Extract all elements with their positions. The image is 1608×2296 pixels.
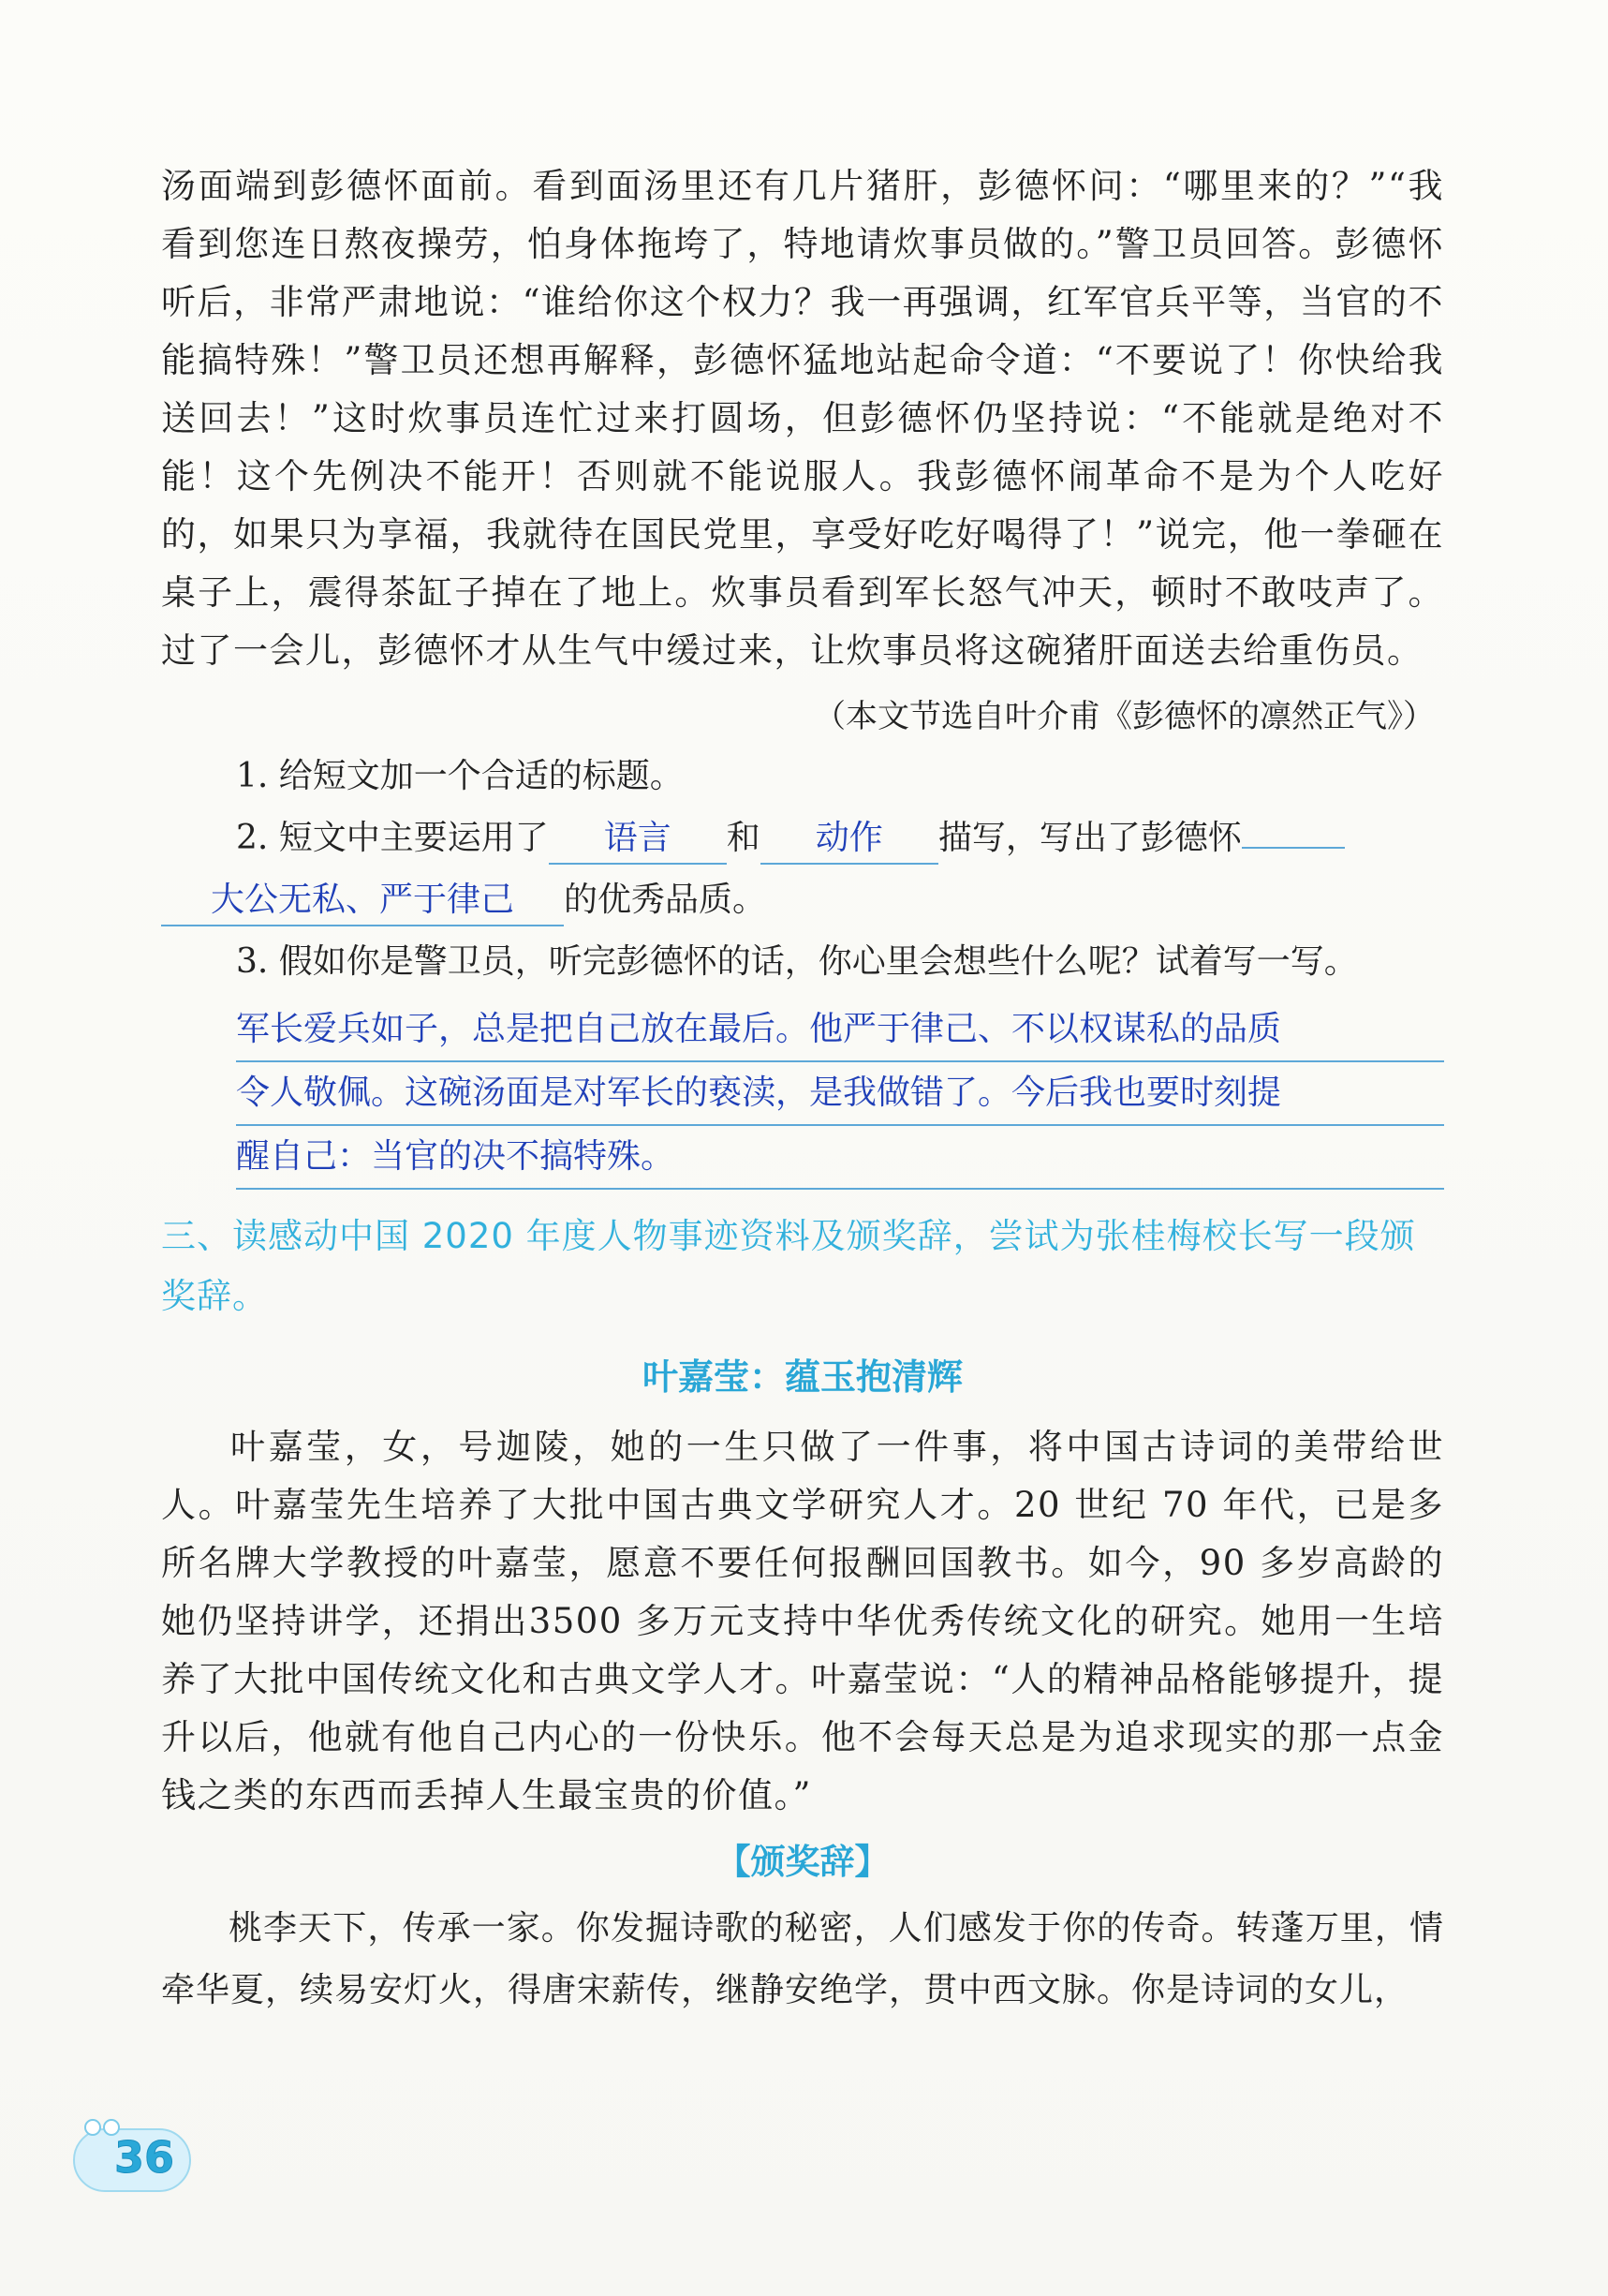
answer-blank-1[interactable]: 语言 — [549, 814, 727, 865]
question-2-after: 描写，写出了彭德怀 — [937, 819, 1242, 857]
answer-blank-3[interactable]: 大公无私、严于律己 — [161, 876, 564, 926]
question-2-prefix: 2. 短文中主要运用了 — [236, 819, 549, 857]
story-source: （本文节选自叶介甫《彭德怀的凛然正气》） — [814, 698, 1435, 735]
section-3-heading: 三、读感动中国 2020 年度人物事迹资料及颁奖辞，尝试为张桂梅校长写一段颁奖辞。 — [161, 1216, 1416, 1316]
question-2-suffix: 的优秀品质。 — [564, 881, 767, 919]
page-content — [161, 157, 1444, 2022]
answer-line[interactable]: 令人敬佩。这碗汤面是对军长的亵渎，是我做错了。今后我也要时刻提 — [236, 1062, 1444, 1126]
answer-line[interactable]: 军长爱兵如子，总是把自己放在最后。他严于律己、不以权谋私的品质 — [236, 999, 1444, 1062]
story-text: 汤面端到彭德怀面前。看到面汤里还有几片猪肝，彭德怀问：“哪里来的？”“我看到您连日熬夜操劳，怕身体拖垮了，特地请炊事员做的。”警卫员回答。彭德怀听后，非常严肃地说：“谁给你这个权力？我一再强调，红军官兵平等，当官的不能搞特殊！”警卫员还想再解释，彭德怀猛地站起命令道：“不要说了！你快给我送回去！”这时炊事员连忙过来打圆场，但彭德怀仍坚持说：“不能就是绝对不能！这个先例决不能开！否则就不能说服人。我彭德怀闹革命不是为个人吃好的，如果只为享福，我就待在国民党里，享受好吃好喝得了！”说完，他一拳砸在桌子上，震得茶缸子掉在了地上。炊事员看到军长怒气冲天，顿时不敢吱声了。过了一会儿，彭德怀才从生气中缓过来，让炊事员将这碗猪肝面送去给重伤员。 — [161, 166, 1444, 671]
page-number-badge — [73, 2119, 195, 2194]
section-3-subtitle: 叶嘉莹：蕴玉抱清辉 — [642, 1356, 963, 1398]
question-2-continued — [161, 869, 1444, 931]
answer-blank-2[interactable]: 动作 — [760, 814, 938, 865]
mascot-eye-icon — [84, 2119, 101, 2136]
answer-line[interactable]: 醒自己：当官的决不搞特殊。 — [236, 1126, 1444, 1190]
section-3-body: 叶嘉莹，女，号迦陵，她的一生只做了一件事，将中国古诗词的美带给世人。叶嘉莹先生培养了大批中国古典文学研究人才。20 世纪 70 年代，已是多所名牌大学教授的叶嘉莹，愿意不要任何报酬回国教书。如今，90 多岁高龄的她仍坚持讲学，还捐出3500 多万元支持中华优秀传统文化的研究。她用一生培养了大批中国传统文化和古典文学人才。叶嘉莹说：“人的精神品格能够提升，提升以后，他就有他自己内心的一份快乐。他不会每天总是为追求现实的那一点金钱之类的东西而丢掉人生最宝贵的价值。” — [161, 1427, 1444, 1815]
award-heading: 【颁奖辞】 — [715, 1842, 890, 1882]
question-1: 1. 给短文加一个合适的标题。 — [236, 757, 684, 795]
answer-blank-3-start[interactable] — [1242, 847, 1345, 849]
question-2 — [161, 807, 1444, 869]
question-2-mid: 和 — [726, 819, 760, 857]
question-3-answer-area[interactable] — [236, 999, 1444, 1190]
page-number: 36 — [114, 2132, 175, 2183]
award-text: 桃李天下，传承一家。你发掘诗歌的秘密，人们感发于你的传奇。转蓬万里，情牵华夏，续易安灯火，得唐宋薪传，继静安绝学，贯中西文脉。你是诗词的女儿， — [161, 1909, 1444, 2009]
question-3: 3. 假如你是警卫员，听完彭德怀的话，你心里会想些什么呢？试着写一写。 — [236, 942, 1358, 981]
